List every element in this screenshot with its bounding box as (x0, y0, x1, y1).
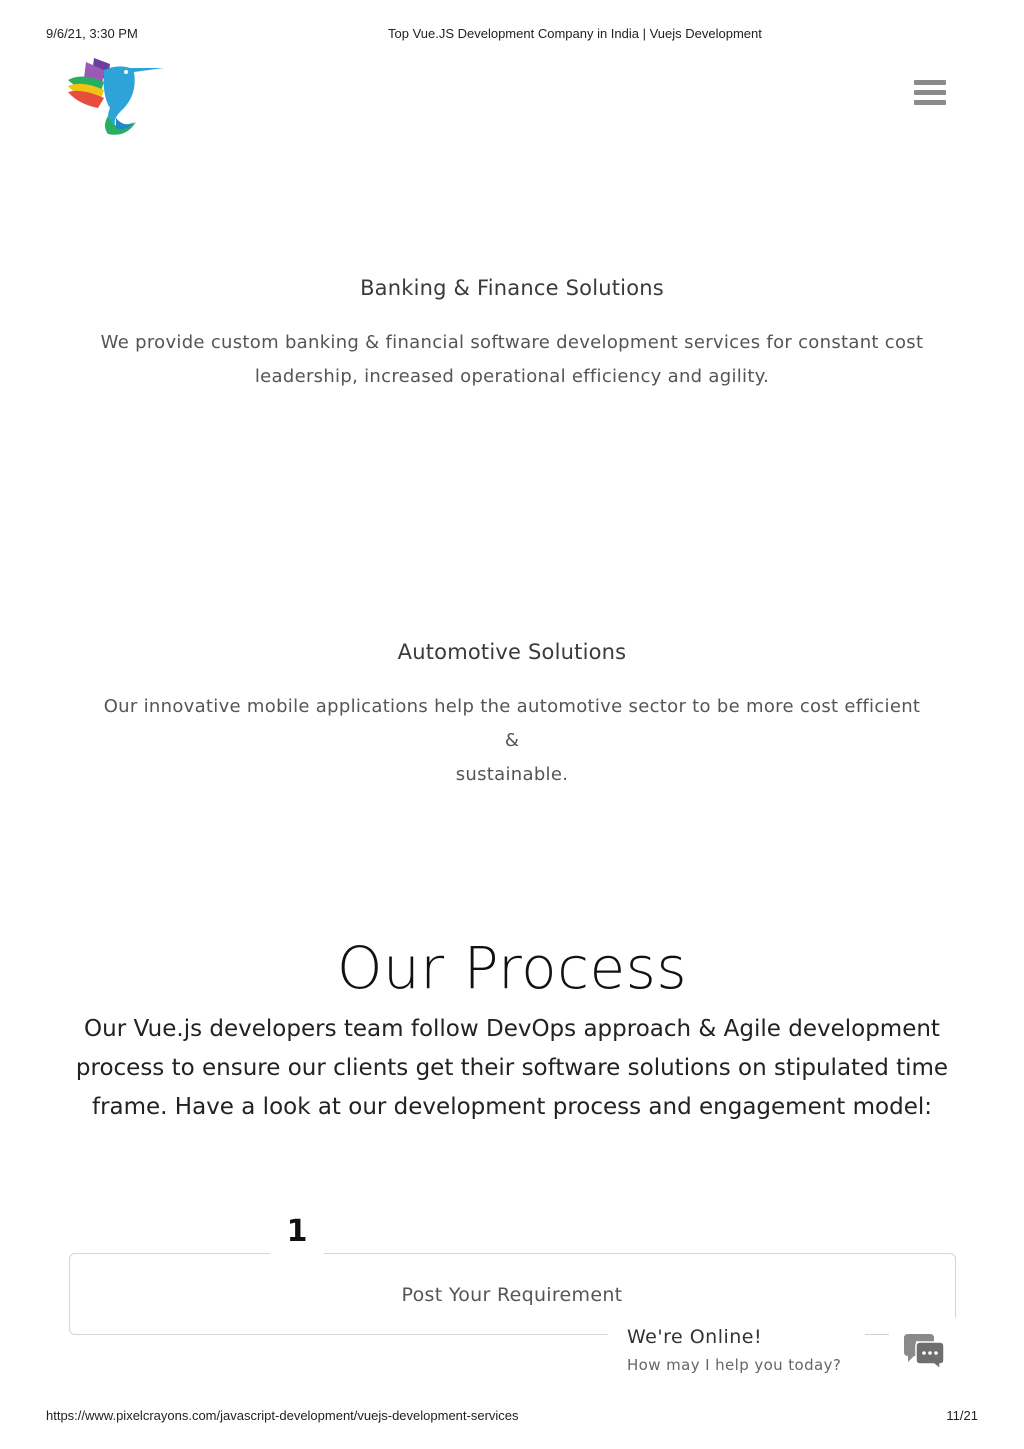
hamburger-menu-icon[interactable] (914, 80, 946, 106)
process-description-line: frame. Have a look at our development process and engagement model: (91, 1094, 932, 1120)
process-description-line: process to ensure our clients get their software solutions on stipulated time (75, 1055, 949, 1081)
process-title: Our Process (336, 934, 688, 1002)
hamburger-bar (914, 90, 946, 95)
solution-description-line: sustainable. (455, 764, 569, 785)
process-description-line: Our Vue.js developers team follow DevOps approach & Agile development (84, 1016, 940, 1042)
print-datetime: 9/6/21, 3:30 PM (46, 26, 138, 41)
solution-description-line: We provide custom banking & financial software development services for constant cost (100, 332, 924, 353)
hamburger-bar (914, 80, 946, 85)
chat-divider (865, 1334, 889, 1335)
solution-description-automotive (100, 690, 924, 792)
print-url: https://www.pixelcrayons.com/javascript-development/vuejs-development-services (46, 1408, 519, 1423)
print-page-number: 11/21 (946, 1408, 978, 1423)
chat-title[interactable]: We're Online! (627, 1326, 763, 1348)
print-header (0, 26, 1024, 42)
solution-title-automotive: Automotive Solutions (397, 640, 627, 664)
solution-description-banking (100, 326, 924, 394)
chat-bubbles-icon[interactable] (902, 1332, 946, 1370)
solution-description-line: leadership, increased operational efficiency and agility. (254, 366, 770, 387)
process-step-label: Post Your Requirement (401, 1284, 623, 1306)
process-step-number: 1 (270, 1214, 324, 1254)
print-page-title: Top Vue.JS Development Company in India | Vuejs Development (388, 26, 762, 41)
solution-description-line: Our innovative mobile applications help the automotive sector to be more cost efficient & (103, 696, 921, 751)
chat-subtitle[interactable]: How may I help you today? (627, 1356, 842, 1374)
process-description (70, 1010, 954, 1127)
print-footer (0, 1408, 1024, 1424)
hamburger-bar (914, 100, 946, 105)
solution-title-banking: Banking & Finance Solutions (360, 276, 664, 300)
hummingbird-logo-icon[interactable] (64, 56, 168, 140)
